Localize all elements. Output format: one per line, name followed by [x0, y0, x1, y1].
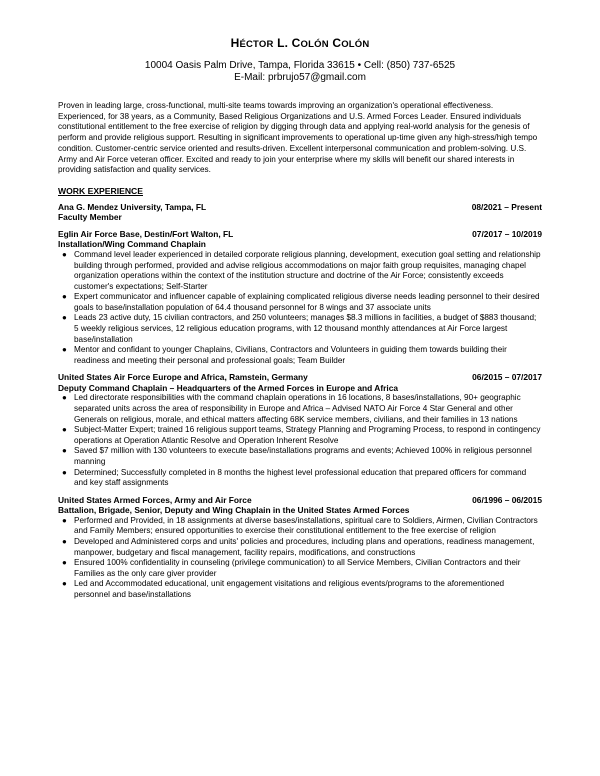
job-header — [58, 229, 542, 240]
job-bullet — [58, 446, 542, 467]
job-bullet-text: Developed and Administered corps and units' policies and procedures, including plans and operations, readiness management, manpower, budgetary and fiscal management, facility repairs, modifications, and constructions — [74, 536, 535, 557]
professional-summary: Proven in leading large, cross-functional, multi-site teams towards improving an organization's operational effectiveness. Experienced, for 38 years, as a Community, Based Religious Organizations and U.S. Armed Forces Leader. Ensured individuals constitutional entitlement to the free exercise of religion by digging through data and applying real-world analysis for the genesis of perform and provide religious support. Resulting in significant improvements to operational up-time given any high-stress/high tempo condition. Customer-centric service oriented and results-driven. Excellent interpersonal communication and problem-solving. U.S. Army and Air Force veteran officer. Excited and ready to join your enterprise where my skills will benefit our shared interests in providing satisfaction and quality services. — [58, 101, 538, 175]
job-entry — [58, 372, 542, 488]
job-title: Deputy Command Chaplain – Headquarters of the Armed Forces in Europe and Africa — [58, 382, 399, 393]
bullet-dot-icon: ● — [62, 558, 67, 568]
job-title: Battalion, Brigade, Senior, Deputy and Wing Chaplain in the United States Armed Forces — [58, 505, 410, 516]
job-bullet — [58, 468, 542, 489]
job-employer: Eglin Air Force Base, Destin/Fort Walton, FL — [58, 228, 234, 239]
bullet-dot-icon: ● — [62, 393, 67, 403]
job-bullet — [58, 292, 542, 313]
bullet-dot-icon: ● — [62, 345, 67, 355]
job-bullet-text: Determined; Successfully completed in 8 months the highest level professional education that prepared officers for command and key staff assignments — [74, 467, 527, 488]
resume-page — [58, 36, 542, 601]
job-bullet-list — [58, 250, 542, 367]
job-header — [58, 202, 542, 213]
job-bullet — [58, 393, 542, 425]
job-bullet-text: Command level leader experienced in detailed corporate religious planning, development, execution goal setting and relationship building through performed, provided and advise religious accommodations on major faith group requisites, managing chapel organization operations within the context of the institution structure and doctrine of the Air Force; consistently exceeds customer's expectations; Self-Starter — [74, 249, 541, 291]
contact-address: 10004 Oasis Palm Drive, Tampa, Florida 33615 • Cell: (850) 737-6525 — [144, 60, 456, 71]
job-list — [58, 202, 542, 601]
bullet-dot-icon: ● — [62, 313, 67, 323]
job-bullet — [58, 516, 542, 537]
job-header — [58, 372, 542, 383]
job-dates: 07/2017 – 10/2019 — [472, 228, 542, 239]
job-bullet — [58, 425, 542, 446]
job-bullet-text: Saved $7 million with 130 volunteers to execute base/installations programs and events; Achieved 100% in religious personnel manning — [74, 446, 532, 467]
bullet-dot-icon: ● — [62, 536, 67, 546]
job-bullet-list — [58, 393, 542, 488]
job-bullet-text: Subject-Matter Expert; trained 16 religious support teams, Strategy Planning and Programing Process, to respond in contingency operations at Operation Atlantic Resolve and Operation Inherent Resolve — [74, 425, 541, 445]
job-bullet — [58, 345, 542, 366]
job-header — [58, 495, 542, 506]
job-bullet-text: Led directorate responsibilities with the command chaplain operations in 16 locations, 8 bases/installations, 90+ geographic separated units across the area of responsibility in Europe and Africa – Advised NATO Air Force 4 Star General and other Generals on religious, morale, and ethical matters affecting 68K service members, civilians, and their families in 13 nations — [74, 393, 521, 424]
job-bullet-text: Expert communicator and influencer capable of explaining complicated religious diverse needs leading personnel to their desired goals to base/installation population of 64.4 thousand personnel for 8 wings and 37 associate units — [74, 292, 540, 312]
job-dates: 08/2021 – Present — [471, 201, 542, 212]
job-bullet — [58, 558, 542, 579]
job-bullet — [58, 537, 542, 558]
bullet-dot-icon: ● — [62, 467, 67, 477]
job-entry — [58, 202, 542, 223]
job-bullet-text: Mentor and confidant to younger Chaplains, Civilians, Contractors and Volunteers in guiding them towards building their readiness and meeting their personal and professional goals; Team Builder — [74, 345, 507, 365]
job-bullet — [58, 579, 542, 600]
contact-email: E-Mail: prbrujo57@gmail.com — [234, 72, 366, 83]
job-bullet-text: Led and Accommodated educational, unit engagement visitations and religious events/programs to the aforementioned personnel and base/installations — [74, 579, 505, 599]
bullet-dot-icon: ● — [62, 446, 67, 456]
job-entry — [58, 495, 542, 601]
job-dates: 06/1996 – 06/2015 — [472, 494, 542, 505]
job-employer: United States Air Force Europe and Africa, Ramstein, Germany — [58, 372, 308, 383]
job-bullet-text: Ensured 100% confidentiality in counseling (privilege communication) to all Service Members, Civilian Contractors and their Families as the only care giver provider — [74, 558, 521, 578]
job-bullet — [58, 313, 542, 345]
bullet-dot-icon: ● — [62, 292, 67, 302]
bullet-dot-icon: ● — [62, 515, 67, 525]
job-title: Faculty Member — [58, 212, 122, 223]
section-title-work-experience: WORK EXPERIENCE — [58, 185, 143, 196]
candidate-name: HÉCTOR L. COLÓN COLÓN — [230, 36, 370, 50]
job-bullet-text: Performed and Provided, in 18 assignments at diverse bases/installations, spiritual care to Soldiers, Airmen, Civilian Contractors and Family Members; ensured opportunities to exercise their constitutional entitlement to the free exercise of religion — [74, 515, 538, 536]
job-dates: 06/2015 – 07/2017 — [472, 372, 542, 383]
job-title: Installation/Wing Command Chaplain — [58, 239, 206, 250]
job-bullet-list — [58, 516, 542, 601]
job-bullet — [58, 250, 542, 292]
bullet-dot-icon: ● — [62, 579, 67, 589]
bullet-dot-icon: ● — [62, 425, 67, 435]
job-entry — [58, 229, 542, 367]
job-employer: United States Armed Forces, Army and Air Force — [58, 494, 252, 505]
job-employer: Ana G. Mendez University, Tampa, FL — [58, 201, 207, 212]
job-bullet-text: Leads 23 active duty, 15 civilian contractors, and 250 volunteers; manages $8.3 millions in facilities, a budget of $883 thousand; 5 weekly religious services, 12 religious education programs, with 12 thousand monthly attendances at Air Force largest base/installation — [74, 313, 537, 344]
bullet-dot-icon: ● — [62, 249, 67, 259]
